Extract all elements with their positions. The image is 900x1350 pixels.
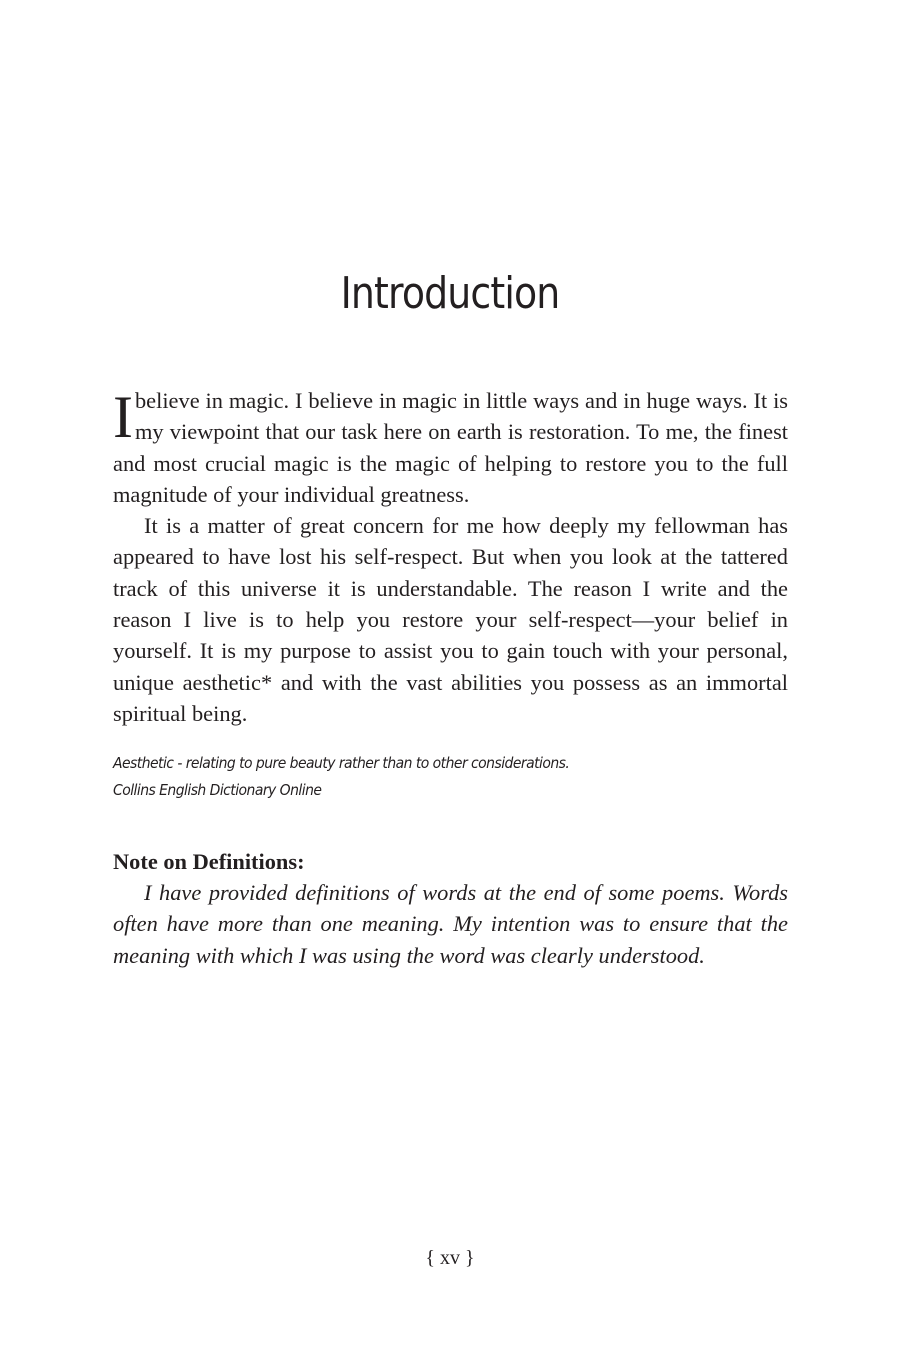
note-paragraph: I have provided definitions of words at the end of some poems. Words often have more than one meaning. My intention was to ensure that the meaning with which I was using the word was clearly understood. [113,880,788,968]
intro-text [113,385,788,729]
note-heading: Note on Definitions: [113,849,305,874]
intro-paragraph-2: It is a matter of great concern for me how deeply my fellowman has appeared to have lost his self-respect. But when you look at the tattered track of this universe it is understandable. The reason I write and the reason I live is to help you restore your self-respect—your belief in yourself. It is my purpose to assist you to gain touch with your personal, unique aesthetic* and with the vast abilities you possess as an immortal spiritual being. [113,513,788,726]
drop-cap: I [113,384,133,450]
page-title: Introduction [340,268,560,319]
intro-paragraph-1-text: believe in magic. I believe in magic in little ways and in huge ways. It is my viewpoint that our task here on earth is restoration. To me, the finest and most crucial magic is the magic of helping to restore you to the full magnitude of your individual greatness. [113,388,788,507]
page-number: { xv } [425,1247,475,1269]
note-text [113,877,788,971]
footnote-source: Collins English Dictionary Online [113,781,322,799]
footnote [113,750,653,804]
footnote-definition: Aesthetic - relating to pure beauty rather than to other considerations. [113,754,570,772]
intro-paragraph-1 [113,385,788,510]
